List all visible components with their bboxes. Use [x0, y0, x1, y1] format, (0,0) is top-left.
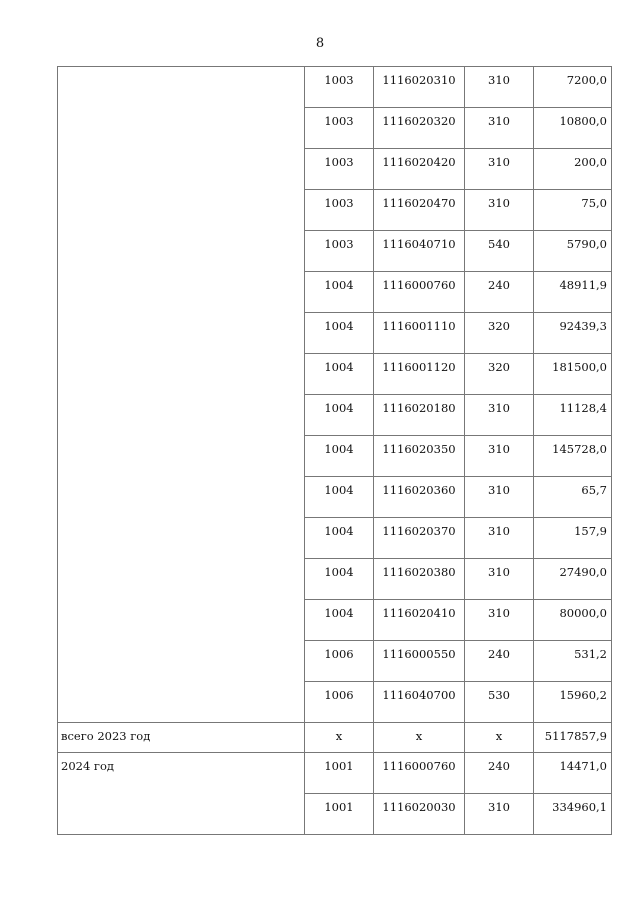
- expense-type-cell: [465, 641, 534, 682]
- amount-cell: [534, 794, 612, 835]
- section-cell: [305, 794, 374, 835]
- amount-cell-text: 11128,4: [559, 401, 607, 415]
- section-cell-text: 1004: [324, 565, 354, 579]
- amount-cell: [534, 354, 612, 395]
- section-cell: [305, 682, 374, 723]
- amount-cell-text: 15960,2: [559, 688, 607, 702]
- expense-type-cell: [465, 231, 534, 272]
- section-cell-text: 1004: [324, 483, 354, 497]
- target-code-cell: [374, 477, 465, 518]
- target-code-cell-text: 1116001110: [382, 319, 456, 333]
- target-code-cell: [374, 190, 465, 231]
- amount-cell-text: 14471,0: [559, 759, 607, 773]
- amount-cell-text: 145728,0: [552, 442, 607, 456]
- amount-cell: [534, 67, 612, 108]
- target-code-cell-text: 1116020470: [382, 196, 456, 210]
- target-code-cell-text: 1116020310: [382, 73, 456, 87]
- amount-cell: [534, 559, 612, 600]
- expense-type-cell-text: 310: [488, 565, 510, 579]
- amount-cell: [534, 395, 612, 436]
- target-code-cell: [374, 108, 465, 149]
- section-cell: [305, 231, 374, 272]
- amount-cell-text: 334960,1: [552, 800, 607, 814]
- expense-type-cell-text: x: [495, 729, 503, 743]
- section-cell-text: 1006: [324, 688, 354, 702]
- budget-table: [57, 66, 612, 835]
- amount-cell-text: 27490,0: [559, 565, 607, 579]
- target-code-cell-text: 1116040710: [382, 237, 456, 251]
- amount-cell: [534, 518, 612, 559]
- amount-cell-text: 7200,0: [566, 73, 607, 87]
- section-cell-text: 1004: [324, 606, 354, 620]
- target-code-cell-text: 1116020420: [382, 155, 456, 169]
- amount-cell: [534, 149, 612, 190]
- expense-type-cell-text: 310: [488, 155, 510, 169]
- section-cell: [305, 436, 374, 477]
- period-label-cell-text: 2024 год: [61, 759, 114, 773]
- period-label-cell: [58, 753, 305, 835]
- amount-cell-text: 80000,0: [559, 606, 607, 620]
- expense-type-cell: [465, 753, 534, 794]
- page-number: 8: [315, 36, 325, 51]
- target-code-cell: [374, 436, 465, 477]
- expense-type-cell-text: 320: [488, 360, 510, 374]
- expense-type-cell-text: 310: [488, 606, 510, 620]
- expense-type-cell-text: 540: [488, 237, 510, 251]
- section-cell: [305, 272, 374, 313]
- target-code-cell-text: 1116000760: [382, 278, 456, 292]
- expense-type-cell-text: 310: [488, 196, 510, 210]
- target-code-cell-text: 1116020410: [382, 606, 456, 620]
- amount-cell: [534, 436, 612, 477]
- section-cell: [305, 600, 374, 641]
- section-cell: [305, 753, 374, 794]
- amount-cell: [534, 231, 612, 272]
- budget-table-body: [58, 67, 612, 835]
- target-code-cell-text: 1116001120: [382, 360, 456, 374]
- expense-type-cell: [465, 518, 534, 559]
- expense-type-cell-text: 310: [488, 800, 510, 814]
- amount-cell-text: 200,0: [574, 155, 607, 169]
- total-label-cell-text: всего 2023 год: [61, 729, 151, 743]
- section-cell-text: 1003: [324, 196, 354, 210]
- expense-type-cell: [465, 354, 534, 395]
- table-row: [58, 67, 612, 108]
- expense-type-cell: [465, 794, 534, 835]
- amount-cell-text: 75,0: [581, 196, 607, 210]
- expense-type-cell-text: 310: [488, 524, 510, 538]
- target-code-cell: [374, 354, 465, 395]
- amount-cell-text: 531,2: [574, 647, 607, 661]
- amount-cell: [534, 108, 612, 149]
- section-cell: [305, 723, 374, 753]
- target-code-cell: [374, 313, 465, 354]
- target-code-cell-text: 1116020180: [382, 401, 456, 415]
- expense-type-cell: [465, 108, 534, 149]
- section-cell: [305, 559, 374, 600]
- expense-type-cell-text: 310: [488, 114, 510, 128]
- section-cell-text: 1004: [324, 360, 354, 374]
- expense-type-cell-text: 310: [488, 73, 510, 87]
- target-code-cell-text: 1116020030: [382, 800, 456, 814]
- target-code-cell-text: 1116020380: [382, 565, 456, 579]
- section-cell: [305, 67, 374, 108]
- amount-cell: [534, 313, 612, 354]
- section-cell-text: 1003: [324, 237, 354, 251]
- target-code-cell: [374, 600, 465, 641]
- expense-type-cell: [465, 477, 534, 518]
- section-cell-text: x: [335, 729, 343, 743]
- section-cell: [305, 149, 374, 190]
- section-cell-text: 1004: [324, 442, 354, 456]
- target-code-cell-text: x: [415, 729, 423, 743]
- section-cell: [305, 354, 374, 395]
- section-cell-text: 1004: [324, 401, 354, 415]
- period-label-cell: [58, 67, 305, 723]
- target-code-cell-text: 1116040700: [382, 688, 456, 702]
- target-code-cell: [374, 272, 465, 313]
- expense-type-cell: [465, 272, 534, 313]
- section-cell: [305, 641, 374, 682]
- expense-type-cell-text: 530: [488, 688, 510, 702]
- total-label-cell: [58, 723, 305, 753]
- expense-type-cell: [465, 723, 534, 753]
- section-cell-text: 1004: [324, 524, 354, 538]
- section-cell-text: 1004: [324, 319, 354, 333]
- section-cell-text: 1003: [324, 73, 354, 87]
- amount-cell: [534, 600, 612, 641]
- expense-type-cell-text: 240: [488, 647, 510, 661]
- section-cell-text: 1001: [324, 759, 354, 773]
- expense-type-cell: [465, 67, 534, 108]
- target-code-cell: [374, 641, 465, 682]
- target-code-cell: [374, 395, 465, 436]
- amount-cell-text: 5790,0: [566, 237, 607, 251]
- total-amount-cell: [534, 723, 612, 753]
- section-cell: [305, 313, 374, 354]
- amount-cell: [534, 477, 612, 518]
- expense-type-cell-text: 310: [488, 401, 510, 415]
- amount-cell: [534, 641, 612, 682]
- target-code-cell-text: 1116020320: [382, 114, 456, 128]
- target-code-cell: [374, 67, 465, 108]
- amount-cell-text: 65,7: [581, 483, 607, 497]
- amount-cell-text: 92439,3: [559, 319, 607, 333]
- amount-cell: [534, 272, 612, 313]
- target-code-cell: [374, 231, 465, 272]
- amount-cell: [534, 682, 612, 723]
- expense-type-cell-text: 320: [488, 319, 510, 333]
- expense-type-cell: [465, 436, 534, 477]
- expense-type-cell-text: 310: [488, 483, 510, 497]
- table-row: [58, 753, 612, 794]
- target-code-cell: [374, 723, 465, 753]
- section-cell-text: 1001: [324, 800, 354, 814]
- section-cell-text: 1004: [324, 278, 354, 292]
- expense-type-cell-text: 310: [488, 442, 510, 456]
- total-amount-cell-text: 5117857,9: [544, 729, 607, 743]
- section-cell: [305, 108, 374, 149]
- total-row: [58, 723, 612, 753]
- expense-type-cell-text: 240: [488, 278, 510, 292]
- expense-type-cell: [465, 190, 534, 231]
- target-code-cell: [374, 149, 465, 190]
- section-cell: [305, 190, 374, 231]
- amount-cell: [534, 753, 612, 794]
- amount-cell-text: 157,9: [574, 524, 607, 538]
- expense-type-cell: [465, 600, 534, 641]
- target-code-cell: [374, 559, 465, 600]
- expense-type-cell: [465, 559, 534, 600]
- expense-type-cell: [465, 149, 534, 190]
- expense-type-cell: [465, 682, 534, 723]
- amount-cell: [534, 190, 612, 231]
- expense-type-cell: [465, 395, 534, 436]
- target-code-cell: [374, 753, 465, 794]
- section-cell: [305, 395, 374, 436]
- amount-cell-text: 181500,0: [552, 360, 607, 374]
- section-cell: [305, 477, 374, 518]
- amount-cell-text: 48911,9: [559, 278, 607, 292]
- expense-type-cell: [465, 313, 534, 354]
- section-cell: [305, 518, 374, 559]
- section-cell-text: 1006: [324, 647, 354, 661]
- section-cell-text: 1003: [324, 155, 354, 169]
- amount-cell-text: 10800,0: [559, 114, 607, 128]
- section-cell-text: 1003: [324, 114, 354, 128]
- target-code-cell: [374, 682, 465, 723]
- target-code-cell-text: 1116020360: [382, 483, 456, 497]
- target-code-cell-text: 1116000550: [382, 647, 456, 661]
- target-code-cell-text: 1116020370: [382, 524, 456, 538]
- target-code-cell-text: 1116000760: [382, 759, 456, 773]
- target-code-cell-text: 1116020350: [382, 442, 456, 456]
- target-code-cell: [374, 518, 465, 559]
- target-code-cell: [374, 794, 465, 835]
- expense-type-cell-text: 240: [488, 759, 510, 773]
